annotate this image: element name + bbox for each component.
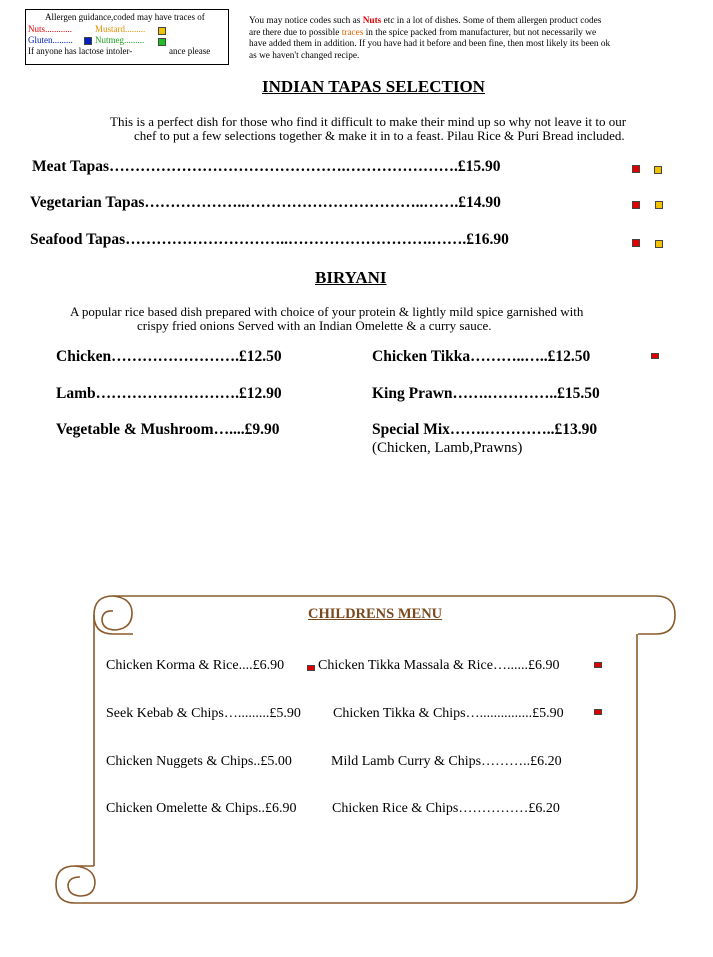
tapas-item-seafood: Seafood Tapas…………………………..……………………….…….£16.90 — [30, 231, 509, 248]
kids-item-omelette: Chicken Omelette & Chips..£6.90 — [106, 801, 297, 816]
tapas-desc-2: chef to put a few selections together & make it in to a feast. Pilau Rice & Puri Bread included. — [134, 128, 625, 143]
biryani-desc-2: crispy fried onions Served with an Indian Omelette & a curry sauce. — [137, 318, 492, 333]
note-text: etc in a lot of dishes. Some of them allergen product codes — [381, 16, 602, 26]
kids-item-tikka-massala: Chicken Tikka Massala & Rice…......£6.90 — [318, 658, 560, 673]
kids-item-tikka-chips: Chicken Tikka & Chips…...............£5.90 — [333, 706, 564, 721]
biryani-desc-1: A popular rice based dish prepared with choice of your protein & lightly mild spice garnished with — [70, 304, 584, 319]
note-nuts: Nuts — [362, 16, 382, 26]
tapas-item-vegetarian: Vegetarian Tapas………………..……………………………..…….£14.90 — [30, 194, 501, 211]
biryani-item-lamb: Lamb……………………….£12.90 — [56, 385, 282, 402]
tapas-title: INDIAN TAPAS SELECTION — [262, 77, 485, 96]
biryani-item-chicken-tikka: Chicken Tikka………..…..£12.50 — [372, 348, 591, 365]
kids-item-korma: Chicken Korma & Rice....£6.90 — [106, 658, 285, 673]
allergen-lactose-a: If anyone has lactose intoler- — [28, 46, 133, 56]
kids-item-nuggets: Chicken Nuggets & Chips..£5.00 — [106, 754, 292, 769]
biryani-item-king-prawn: King Prawn…….…………..£15.50 — [372, 385, 600, 402]
note-text: are there due to possible — [249, 27, 342, 38]
kids-item-chicken-rice: Chicken Rice & Chips……………£6.20 — [332, 801, 560, 816]
biryani-title: BIRYANI — [315, 268, 387, 287]
nuts-code-icon — [594, 709, 602, 715]
biryani-item-special-mix: Special Mix…….…………..£13.90 — [372, 421, 598, 438]
tapas-item-meat: Meat Tapas……………………………………….………………….£15.90 — [32, 158, 501, 175]
kids-item-lamb-curry: Mild Lamb Curry & Chips………..£6.20 — [331, 754, 562, 769]
note-text: You may notice codes such as — [249, 16, 363, 26]
allergen-gluten: Gluten......... — [28, 35, 73, 45]
biryani-item-vegetable-mushroom: Vegetable & Mushroom…....£9.90 — [56, 421, 280, 438]
note-text: have added them in addition. If you have had it before and been fine, then most likely its been ok — [249, 39, 611, 49]
allergen-nuts: Nuts............ — [28, 24, 73, 34]
note-text: in the spice packed from manufacturer, but not necessarily we — [363, 27, 597, 38]
allergen-mustard: Mustard......... — [95, 24, 146, 34]
allergen-lactose-b: ance please — [169, 46, 211, 56]
nuts-code-icon — [307, 665, 315, 671]
note-traces: traces — [341, 27, 364, 38]
kids-item-seek-kebab: Seek Kebab & Chips….........£5.90 — [106, 706, 301, 721]
childrens-menu-title: CHILDRENS MENU — [308, 606, 443, 622]
special-mix-note: (Chicken, Lamb,Prawns) — [372, 440, 523, 456]
note-text: as we haven't changed recipe. — [249, 50, 360, 61]
nuts-code-icon — [594, 662, 602, 668]
biryani-item-chicken: Chicken…………………….£12.50 — [56, 348, 282, 365]
tapas-desc-1: This is a perfect dish for those who find it difficult to make their mind up so why not leave it to our — [110, 114, 627, 129]
allergen-title: Allergen guidance,coded may have traces of — [45, 12, 205, 22]
allergen-nutmeg: Nutmeg......... — [95, 35, 145, 45]
